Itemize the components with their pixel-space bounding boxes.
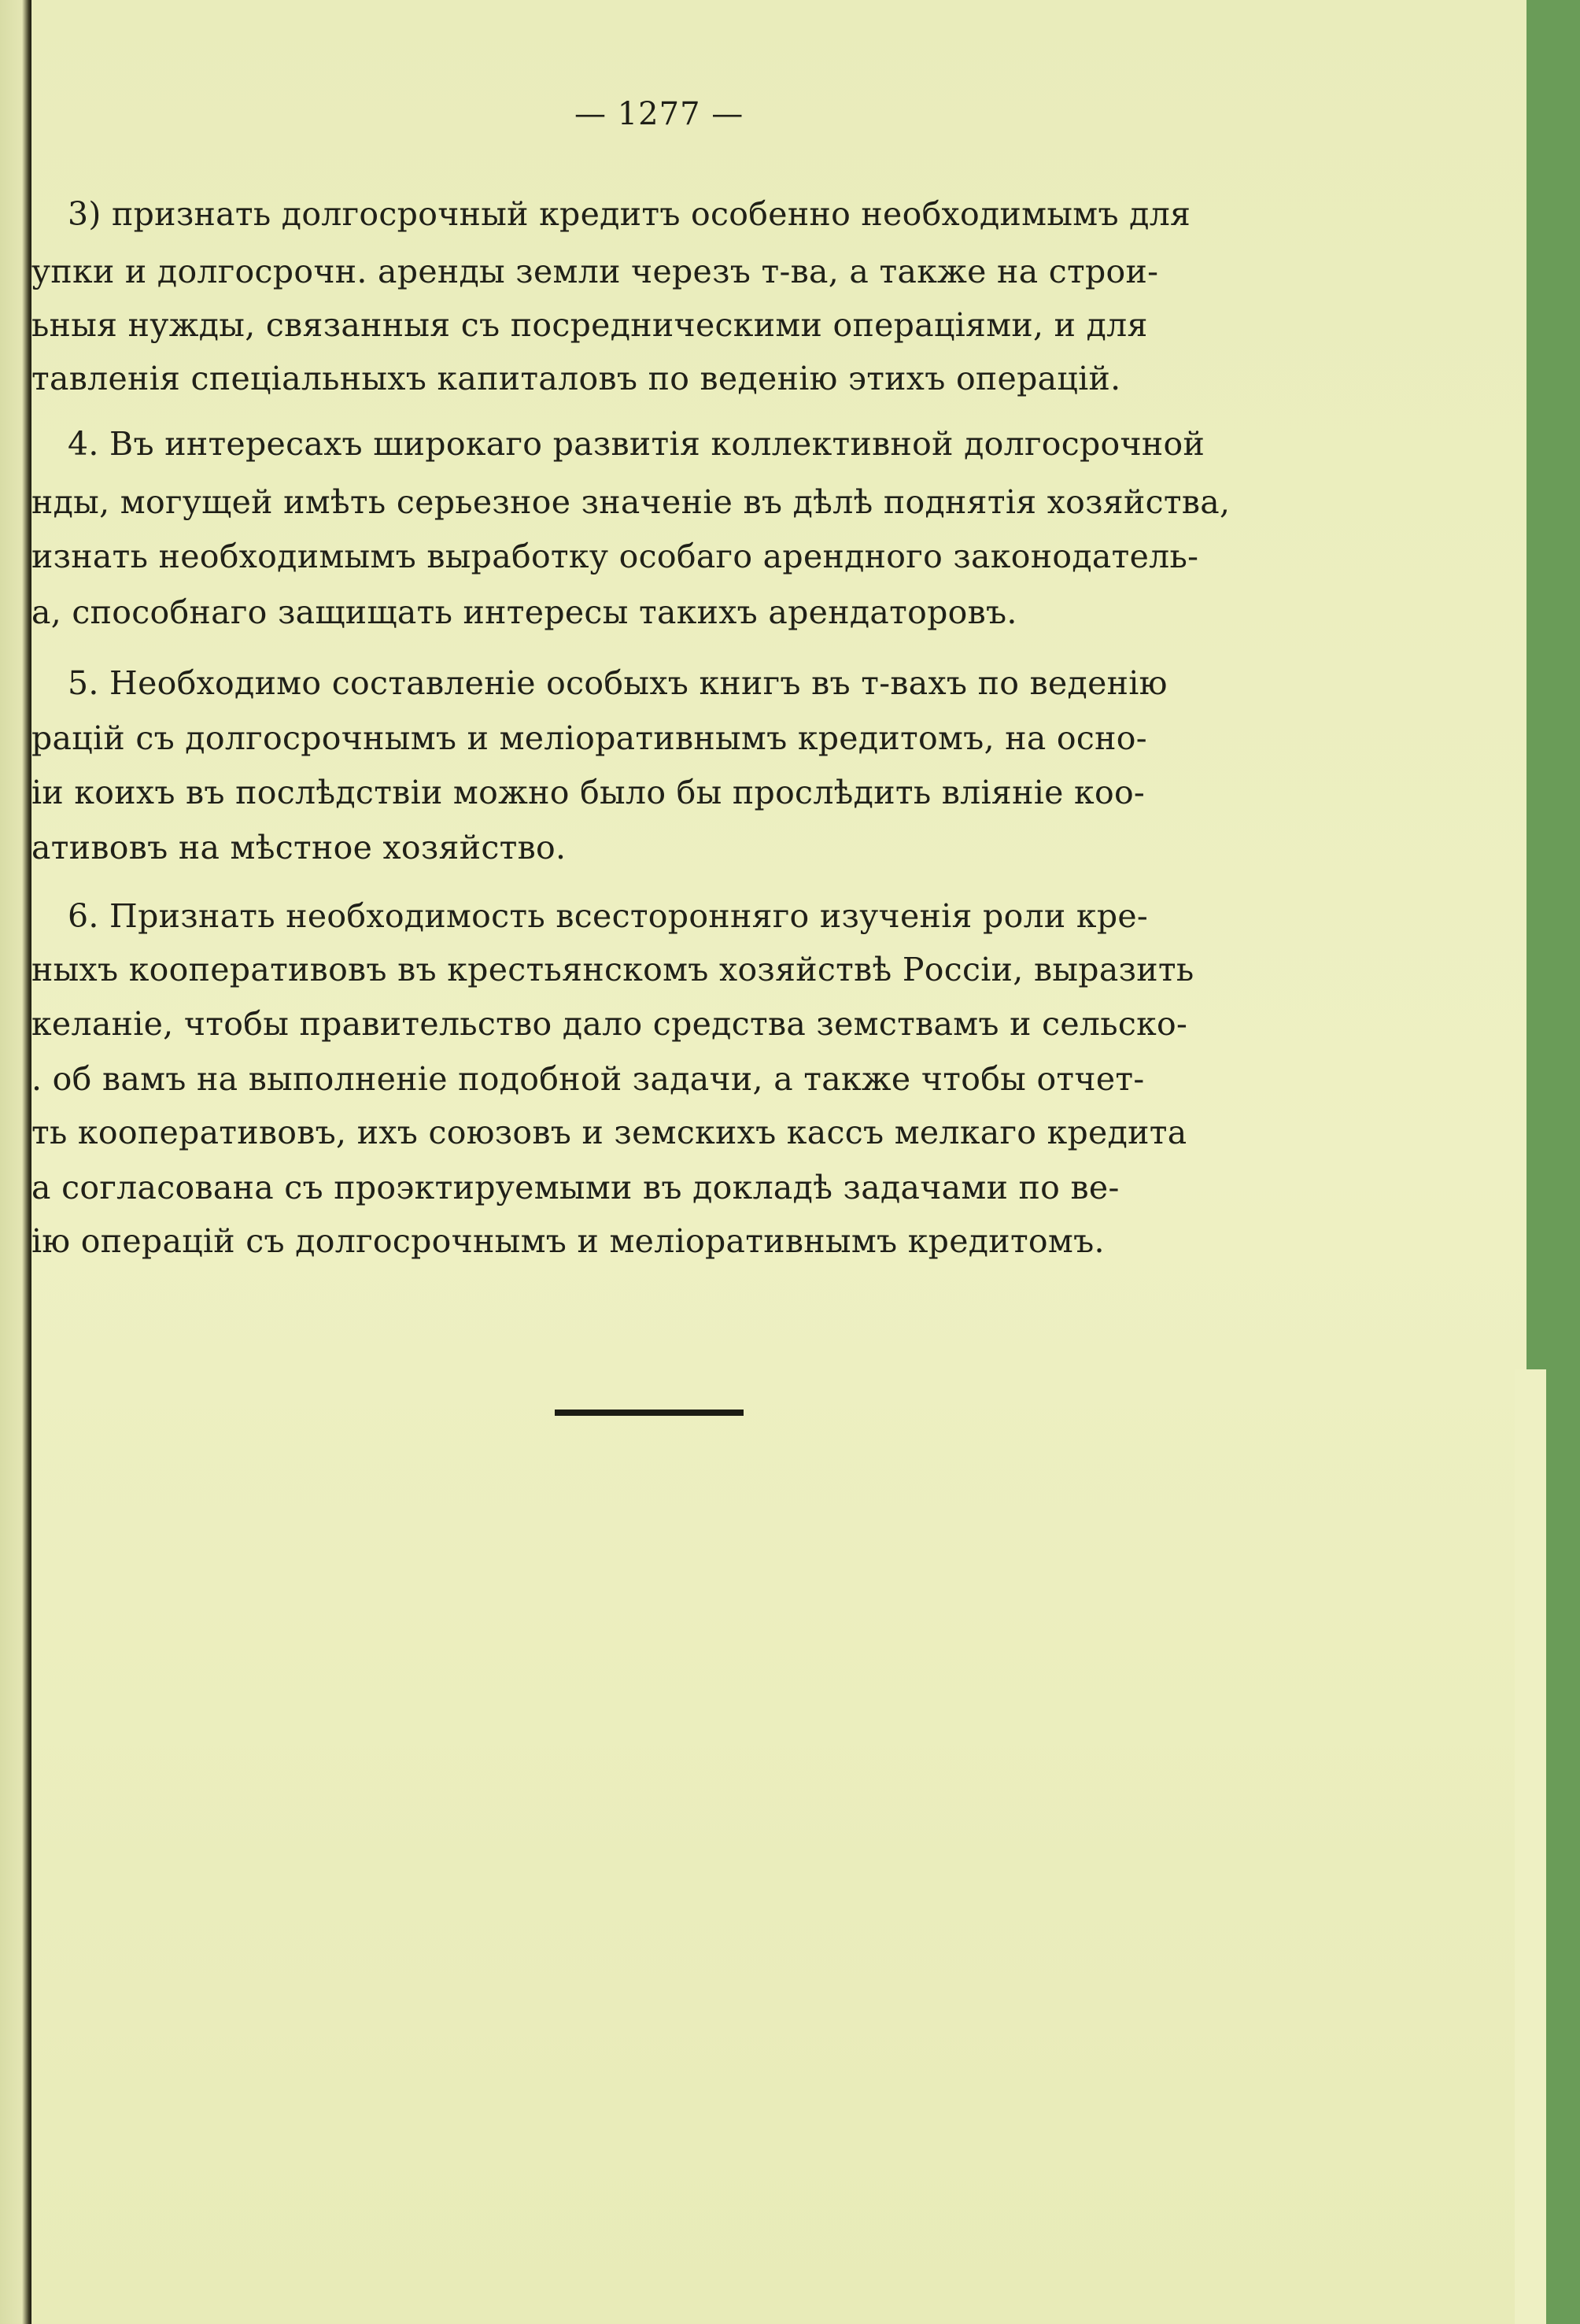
text-line: ьныя нужды, связанныя съ посредническими операціями, и для: [31, 306, 1148, 344]
text-line: нды, могущей имѣть серьезное значеніе въ дѣлѣ поднятія хозяйства,: [31, 483, 1231, 521]
page: [31, 0, 1526, 2324]
text-line: . об вамъ на выполненіе подобной задачи, а также чтобы отчет-: [31, 1060, 1145, 1098]
text-line: 5. Необходимо составленіе особыхъ книгъ въ т-вахъ по веденію: [68, 664, 1168, 702]
text-line: изнать необходимымъ выработку особаго арендного законодатель-: [31, 538, 1199, 575]
text-line: 6. Признать необходимость всесторонняго изученія роли кре-: [68, 897, 1149, 935]
text-line: 3) признать долгосрочный кредитъ особенно необходимымъ для: [68, 195, 1191, 233]
text-line: іи коихъ въ послѣдствіи можно было бы прослѣдить вліяніе коо-: [31, 774, 1146, 811]
text-line: ть кооперативовъ, ихъ союзовъ и земскихъ кассъ мелкаго кредита: [31, 1114, 1187, 1151]
text-line: а, способнаго защищать интересы такихъ арендаторовъ.: [31, 593, 1017, 631]
text-line: ію операцій съ долгосрочнымъ и меліоративнымъ кредитомъ.: [31, 1222, 1105, 1260]
text-line: упки и долгосрочн. аренды земли черезъ т-ва, а также на строи-: [31, 253, 1159, 290]
text-line: келаніе, чтобы правительство дало средства земствамъ и сельско-: [31, 1005, 1188, 1043]
text-line: ативовъ на мѣстное хозяйство.: [31, 829, 567, 866]
text-line: а согласована съ проэктируемыми въ докладѣ задачами по ве-: [31, 1169, 1120, 1206]
page-number: — 1277 —: [574, 96, 744, 132]
text-line: рацій съ долгосрочнымъ и меліоративнымъ кредитомъ, на осно-: [31, 719, 1147, 757]
adjacent-page-edge: [0, 0, 31, 2324]
page-edge: [1515, 1369, 1546, 2324]
text-line: тавленія спеціальныхъ капиталовъ по веденію этихъ операцій.: [31, 360, 1121, 397]
text-line: ныхъ кооперативовъ въ крестьянскомъ хозяйствѣ Россіи, выразить: [31, 951, 1194, 988]
section-end-rule: [555, 1410, 744, 1416]
text-line: 4. Въ интересахъ широкаго развитія коллективной долгосрочной: [68, 425, 1205, 463]
